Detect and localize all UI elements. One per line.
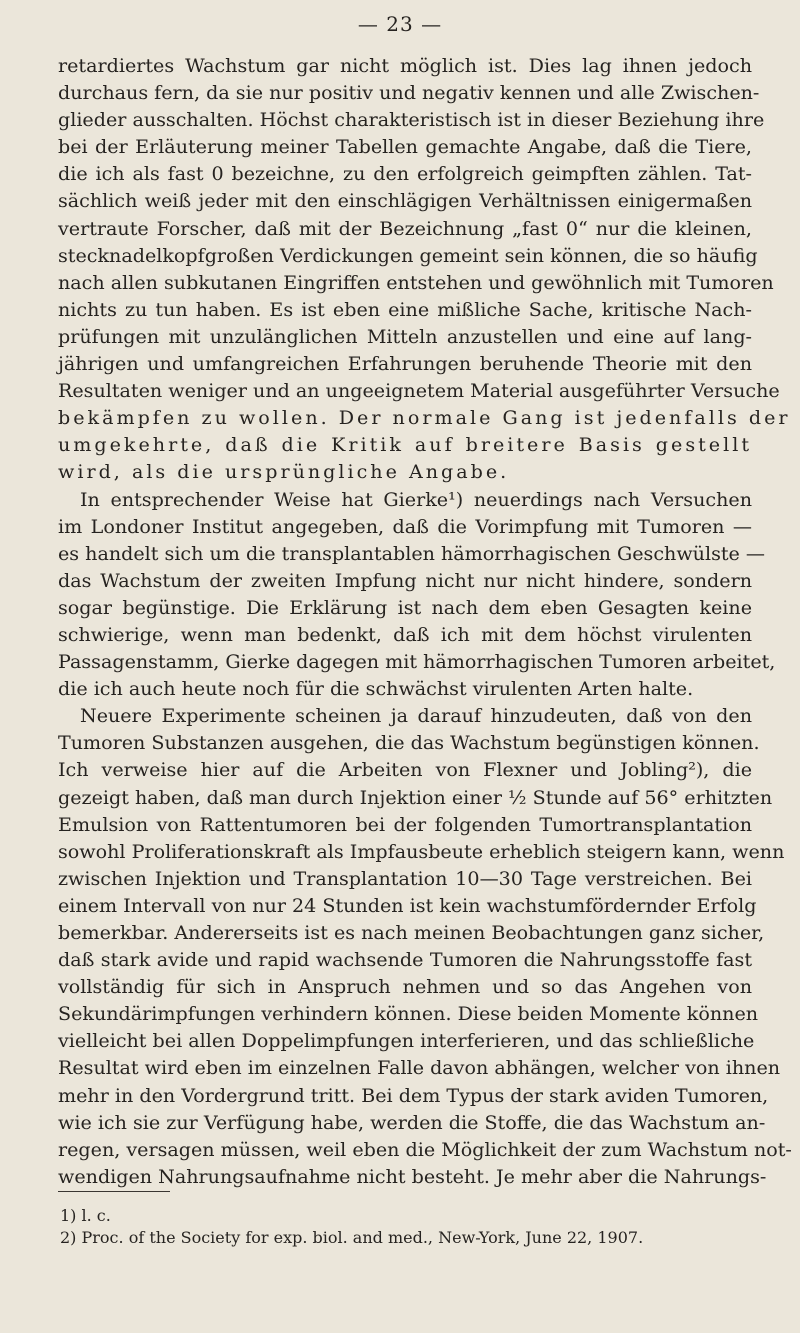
text-line: einem Intervall von nur 24 Stunden ist kein wachstumfördernder Erfolg (58, 893, 757, 917)
text-line: Sekundärimpfungen verhindern können. Diese beiden Momente können (58, 1002, 759, 1026)
text-line: vielleicht bei allen Doppelimpfungen interferieren, und das schließliche (58, 1029, 755, 1053)
text-line: gezeigt haben, daß man durch Injektion einer ½ Stunde auf 56° erhitzten (58, 785, 773, 809)
text-line: sogar begünstige. Die Erklärung ist nach dem eben Gesagten keine (58, 595, 752, 619)
text-line: sowohl Proliferationskraft als Impfausbeute erheblich steigern kann, wenn (58, 839, 785, 863)
footnote-divider (58, 1191, 170, 1192)
body-text (58, 52, 792, 1190)
text-line: retardiertes Wachstum gar nicht möglich ist. Dies lag ihnen jedoch (58, 54, 752, 77)
paragraph (58, 486, 776, 703)
text-line: stecknadelkopfgroßen Verdickungen gemeint sein können, die so häufig (58, 243, 758, 267)
text-line: mehr in den Vordergrund tritt. Bei dem Typus der stark aviden Tumoren, (58, 1083, 769, 1107)
text-line: die ich als fast 0 bezeichne, zu den erfolgreich geimpften zählen. Tat- (58, 162, 752, 186)
text-line: nach allen subkutanen Eingriffen entstehen und gewöhnlich mit Tumoren (58, 270, 774, 294)
text-line: In entsprechender Weise hat Gierke¹) neuerdings nach Versuchen (80, 487, 752, 511)
text-line: bemerkbar. Andererseits ist es nach meinen Beobachtungen ganz sicher, (58, 921, 765, 944)
text-line: vollständig für sich in Anspruch nehmen und so das Angehen von (58, 975, 752, 999)
text-line: es handelt sich um die transplantablen hämorrhagischen Geschwülste — (58, 541, 766, 565)
page-number: — 23 — (357, 12, 443, 36)
text-line: im Londoner Institut angegeben, daß die Vorimpfung mit Tumoren — (58, 514, 752, 538)
text-line: bei der Erläuterung meiner Tabellen gemachte Angabe, daß die Tiere, (58, 135, 752, 159)
footnotes (60, 1205, 750, 1249)
text-line: vertraute Forscher, daß mit der Bezeichnung „fast 0“ nur die kleinen, (58, 216, 752, 240)
text-line: nichts zu tun haben. Es ist eben eine mißliche Sache, kritische Nach- (58, 297, 752, 321)
text-line: bekämpfen zu wollen. Der normale Gang ist jedenfalls der (58, 406, 791, 430)
text-line: Tumoren Substanzen ausgehen, die das Wachstum begünstigen können. (58, 731, 760, 755)
text-line: schwierige, wenn man bedenkt, daß ich mit dem höchst virulenten (58, 622, 752, 646)
text-line: glieder ausschalten. Höchst charakteristisch ist in dieser Beziehung ihre (58, 108, 765, 132)
text-line: prüfungen mit unzulänglichen Mitteln anzustellen und eine auf lang- (58, 324, 752, 348)
footnote: 2) Proc. of the Society for exp. biol. and med., New-York, June 22, 1907. (60, 1228, 644, 1247)
text-line: sächlich weiß jeder mit den einschlägigen Verhältnissen einigermaßen (58, 189, 752, 213)
text-line: umgekehrte, daß die Kritik auf breitere Basis gestellt (58, 433, 752, 457)
text-line: wird, als die ursprüngliche Angabe. (58, 460, 510, 484)
paragraph (58, 52, 791, 486)
text-line: wie ich sie zur Verfügung habe, werden die Stoffe, die das Wachstum an- (58, 1110, 766, 1134)
text-line: Resultaten weniger und an ungeeignetem Material ausgeführter Versuche (58, 379, 780, 403)
text-line: das Wachstum der zweiten Impfung nicht nur nicht hindere, sondern (58, 568, 752, 592)
footnote: 1) l. c. (60, 1206, 111, 1225)
text-line: Passagenstamm, Gierke dagegen mit hämorrhagischen Tumoren arbeitet, (58, 650, 776, 674)
text-line: jährigen und umfangreichen Erfahrungen beruhende Theorie mit den (58, 352, 752, 376)
text-line: daß stark avide und rapid wachsende Tumoren die Nahrungsstoffe fast (58, 948, 752, 972)
text-line: wendigen Nahrungsaufnahme nicht besteht. Je mehr aber die Nahrungs- (58, 1164, 767, 1188)
text-line: die ich auch heute noch für die schwächst virulenten Arten halte. (58, 677, 694, 701)
text-line: Resultat wird eben im einzelnen Falle davon abhängen, welcher von ihnen (58, 1056, 781, 1080)
paragraph (58, 702, 792, 1190)
text-line: Ich verweise hier auf die Arbeiten von Flexner und Jobling²), die (58, 758, 752, 782)
text-line: zwischen Injektion und Transplantation 10—30 Tage verstreichen. Bei (58, 866, 752, 890)
text-line: durchaus fern, da sie nur positiv und negativ kennen und alle Zwischen- (58, 81, 760, 105)
text-line: regen, versagen müssen, weil eben die Möglichkeit der zum Wachstum not- (58, 1137, 792, 1161)
text-line: Neuere Experimente scheinen ja darauf hinzudeuten, daß von den (80, 704, 752, 728)
text-line: Emulsion von Rattentumoren bei der folgenden Tumortransplantation (58, 812, 752, 836)
